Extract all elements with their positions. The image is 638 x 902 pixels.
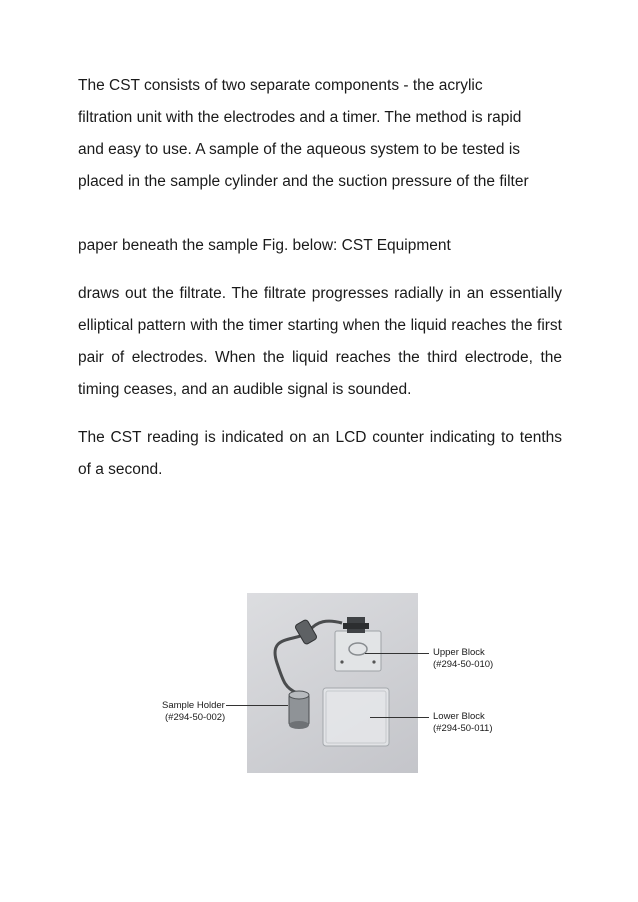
lower-block-name: Lower Block (433, 711, 485, 722)
connector-plug (294, 619, 317, 645)
sample-holder-shape (289, 691, 309, 729)
upper-block-leader (365, 653, 429, 654)
paragraph-intro: The CST consists of two separate components - the acrylic filtration unit with the electrodes and a timer. The method is rapid and easy to use. A sample of the aqueous system to be tested is placed in the sample cylinder and the suction pressure of the filter (78, 77, 529, 190)
upper-block-shape (335, 617, 381, 671)
upper-block-label (433, 647, 493, 671)
sample-holder-code: (#294-50-002) (165, 712, 226, 723)
sample-holder-leader (226, 705, 288, 706)
upper-block-name: Upper Block (433, 647, 485, 658)
cst-equipment-photo (247, 593, 418, 773)
paragraph-figure-reference: paper beneath the sample Fig. below: CST Equipment (78, 237, 451, 254)
sample-holder-label (162, 700, 225, 724)
lower-block-label (433, 711, 493, 735)
sample-holder-name: Sample Holder (162, 700, 225, 711)
paragraph-cst-reading: The CST reading is indicated on an LCD counter indicating to tenths of a second. (78, 429, 562, 478)
lower-block-leader (370, 717, 429, 718)
upper-block-code: (#294-50-010) (433, 659, 494, 670)
paragraph-filtrate: draws out the filtrate. The filtrate progresses radially in an essentially elliptical pattern with the timer starting when the liquid reaches the first pair of electrodes. When the liquid reaches the third electrode, the timing ceases, and an audible signal is sounded. (78, 285, 562, 398)
lower-block-code: (#294-50-011) (433, 723, 493, 734)
